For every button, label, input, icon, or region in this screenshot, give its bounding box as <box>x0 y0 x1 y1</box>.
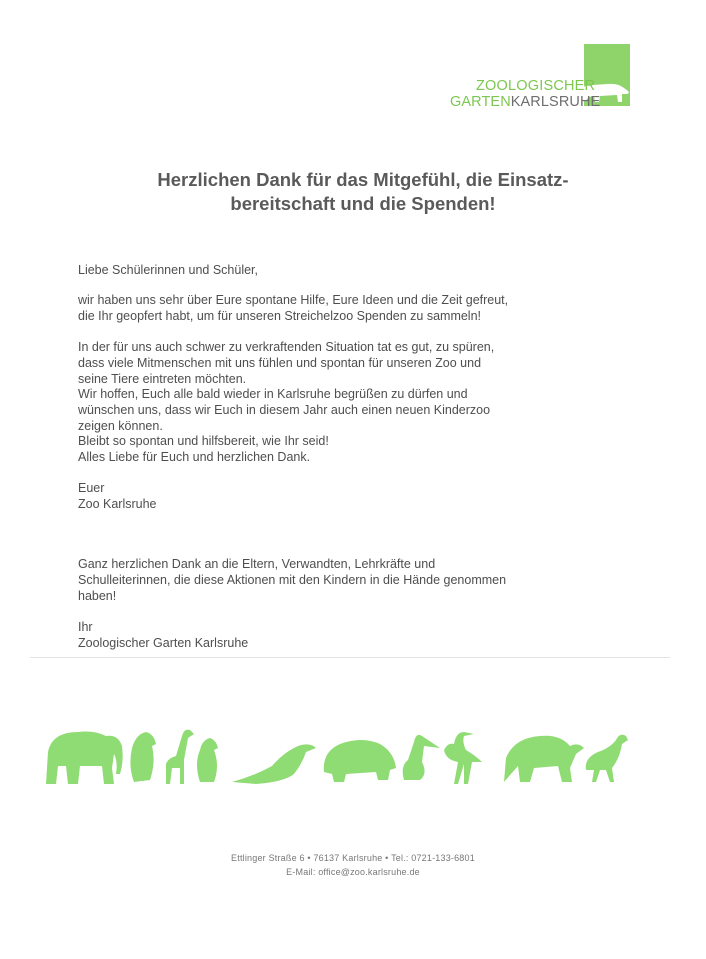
peacock-icon <box>586 735 628 782</box>
giraffe-icon <box>166 730 194 784</box>
thanks-line-3: haben! <box>78 589 117 603</box>
signature-zoo-karlsruhe: Zoo Karlsruhe <box>78 497 157 511</box>
paragraph-1-line-2: die Ihr geopfert habt, um für unseren Streichelzoo Spenden zu sammeln! <box>78 309 482 323</box>
logo-zoo: ZOO <box>476 78 509 94</box>
paragraph-2-line-1: In der für uns auch schwer zu verkraftenden Situation tat es gut, zu spüren, <box>78 340 495 354</box>
paragraph-2-line-7: Bleibt so spontan und hilfsbereit, wie Ihr seid! <box>78 434 329 448</box>
hippo-icon <box>324 740 396 782</box>
title-line-1: Herzlichen Dank für das Mitgefühl, die Einsatz- <box>157 169 569 190</box>
signature-zoologischer-garten: Zoologischer Garten Karlsruhe <box>78 636 249 650</box>
salutation: Liebe Schülerinnen und Schüler, <box>78 263 258 277</box>
closing-euer: Euer <box>78 481 105 495</box>
penguin-icon <box>197 738 218 782</box>
paragraph-2-line-5: wünschen uns, dass wir Euch in diesem Jahr auch einen neuen Kinderzoo <box>78 403 491 417</box>
paragraph-2-line-3: seine Tiere eintreten möchten. <box>78 372 247 386</box>
title-line-2: bereitschaft und die Spenden! <box>230 193 496 214</box>
bear-icon <box>504 736 584 782</box>
sea-lion-icon <box>232 744 316 784</box>
paragraph-2-line-6: zeigen können. <box>78 419 163 433</box>
penguin-icon <box>130 732 156 782</box>
paragraph-1-line-1: wir haben uns sehr über Eure spontane Hilfe, Eure Ideen und die Zeit gefreut, <box>78 293 509 307</box>
elephant-icon <box>46 732 123 785</box>
paragraph-2-line-2: dass viele Mitmenschen mit uns fühlen und spontan für unseren Zoo und <box>78 356 482 370</box>
closing-ihr: Ihr <box>78 620 93 634</box>
pelican-icon <box>403 735 440 780</box>
thanks-line-2: Schulleiterinnen, die diese Aktionen mit den Kindern in die Hände genommen <box>78 573 507 587</box>
letter-title <box>80 168 646 216</box>
footer-address: Ettlinger Straße 6 • 76137 Karlsruhe • Tel.: 0721-133-6801 <box>231 853 475 863</box>
logo-text-line2 <box>450 94 600 110</box>
footer-email: E-Mail: office@zoo.karlsruhe.de <box>286 867 420 877</box>
zoo-logo <box>450 44 630 110</box>
logo-karlsruhe: KARLSRUHE <box>510 94 601 110</box>
crane-icon <box>444 732 482 784</box>
scan-line <box>30 657 670 658</box>
animal-silhouettes-banner <box>44 722 644 786</box>
paragraph-2-line-8: Alles Liebe für Euch und herzlichen Dank. <box>78 450 311 464</box>
paragraph-2-line-4: Wir hoffen, Euch alle bald wieder in Karlsruhe begrüßen zu dürfen und <box>78 387 468 401</box>
thanks-line-1: Ganz herzlichen Dank an die Eltern, Verwandten, Lehrkräfte und <box>78 557 436 571</box>
logo-logischer: LOGISCHER <box>508 78 596 94</box>
logo-garten: GARTEN <box>450 94 511 110</box>
logo-text-line1 <box>476 78 595 94</box>
